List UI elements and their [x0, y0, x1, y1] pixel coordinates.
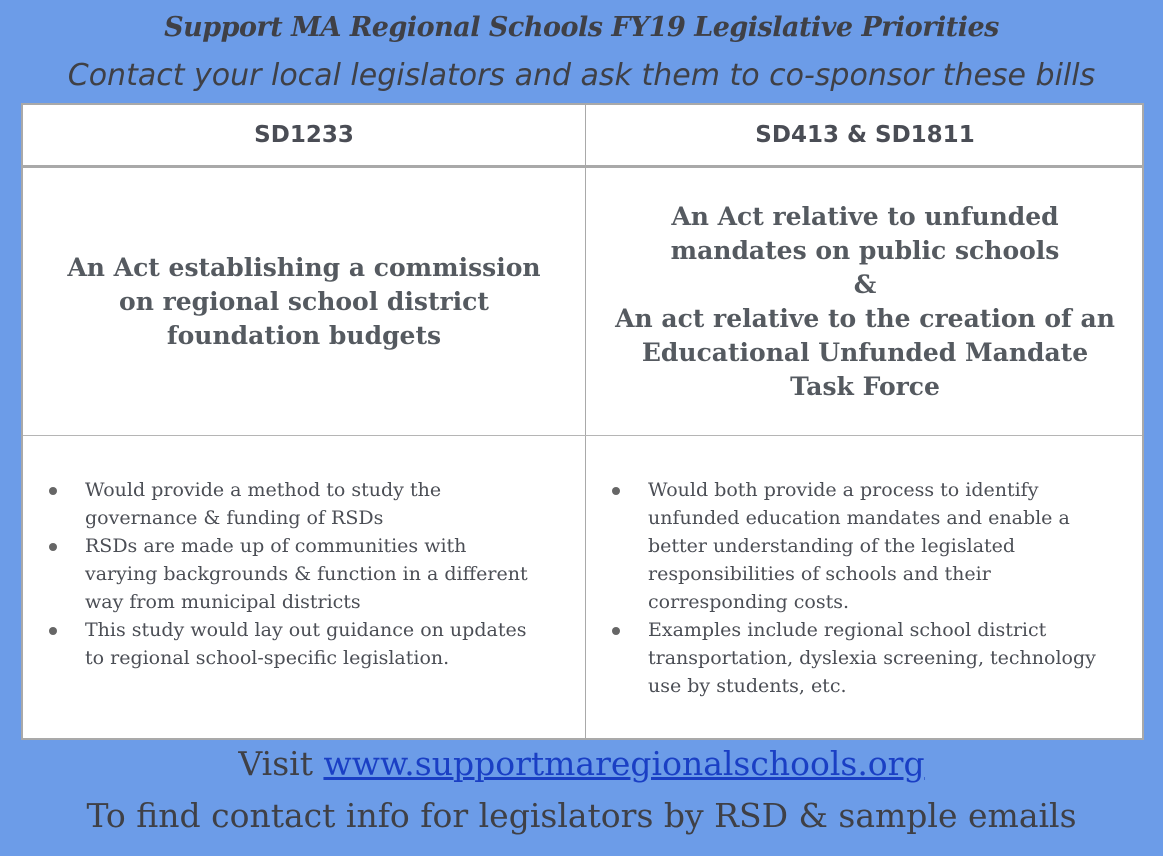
list-item: Would both provide a process to identify unfunded education mandates and enable a better understanding of the legislated responsibilities of schools and their corresponding costs. [586, 476, 1106, 616]
bills-table [21, 103, 1144, 740]
visit-line [0, 744, 1163, 783]
bullet-list [586, 476, 1106, 700]
act-line: foundation budgets [166, 320, 442, 350]
bill-number-sd413-sd1811: SD413 & SD1811 [755, 122, 975, 148]
bullets-right [586, 436, 1144, 738]
list-item: Would provide a method to study the governance & funding of RSDs [23, 476, 543, 532]
list-item: Examples include regional school district transportation, dyslexia screening, technology use by students, etc. [586, 616, 1106, 700]
act-line: An Act relative to unfunded [671, 201, 1059, 231]
act-line: mandates on public schools [670, 235, 1060, 265]
page-subtitle: Contact your local legislators and ask them to co-sponsor these bills [67, 58, 1096, 93]
act-line: An Act establishing a commission [67, 252, 541, 282]
bullets-left [23, 436, 585, 738]
bill-number-sd1233: SD1233 [254, 122, 354, 148]
act-line: Task Force [790, 371, 940, 401]
act-line: An act relative to the creation of an [615, 303, 1115, 333]
list-item: RSDs are made up of communities with varying backgrounds & function in a different way from municipal districts [23, 532, 543, 616]
visit-label: Visit [238, 744, 313, 783]
act-line: Educational Unfunded Mandate [641, 337, 1089, 367]
page-title: Support MA Regional Schools FY19 Legislative Priorities [164, 12, 999, 43]
act-title-right [586, 168, 1144, 435]
ampersand: & [853, 269, 877, 299]
act-line: on regional school district [119, 286, 489, 316]
act-title-left [23, 168, 585, 435]
bullet-list [23, 476, 543, 672]
list-item: This study would lay out guidance on updates to regional school-specific legislation. [23, 616, 543, 672]
website-link[interactable]: www.supportmaregionalschools.org [323, 744, 925, 783]
footer-note: To find contact info for legislators by RSD & sample emails [86, 796, 1077, 835]
